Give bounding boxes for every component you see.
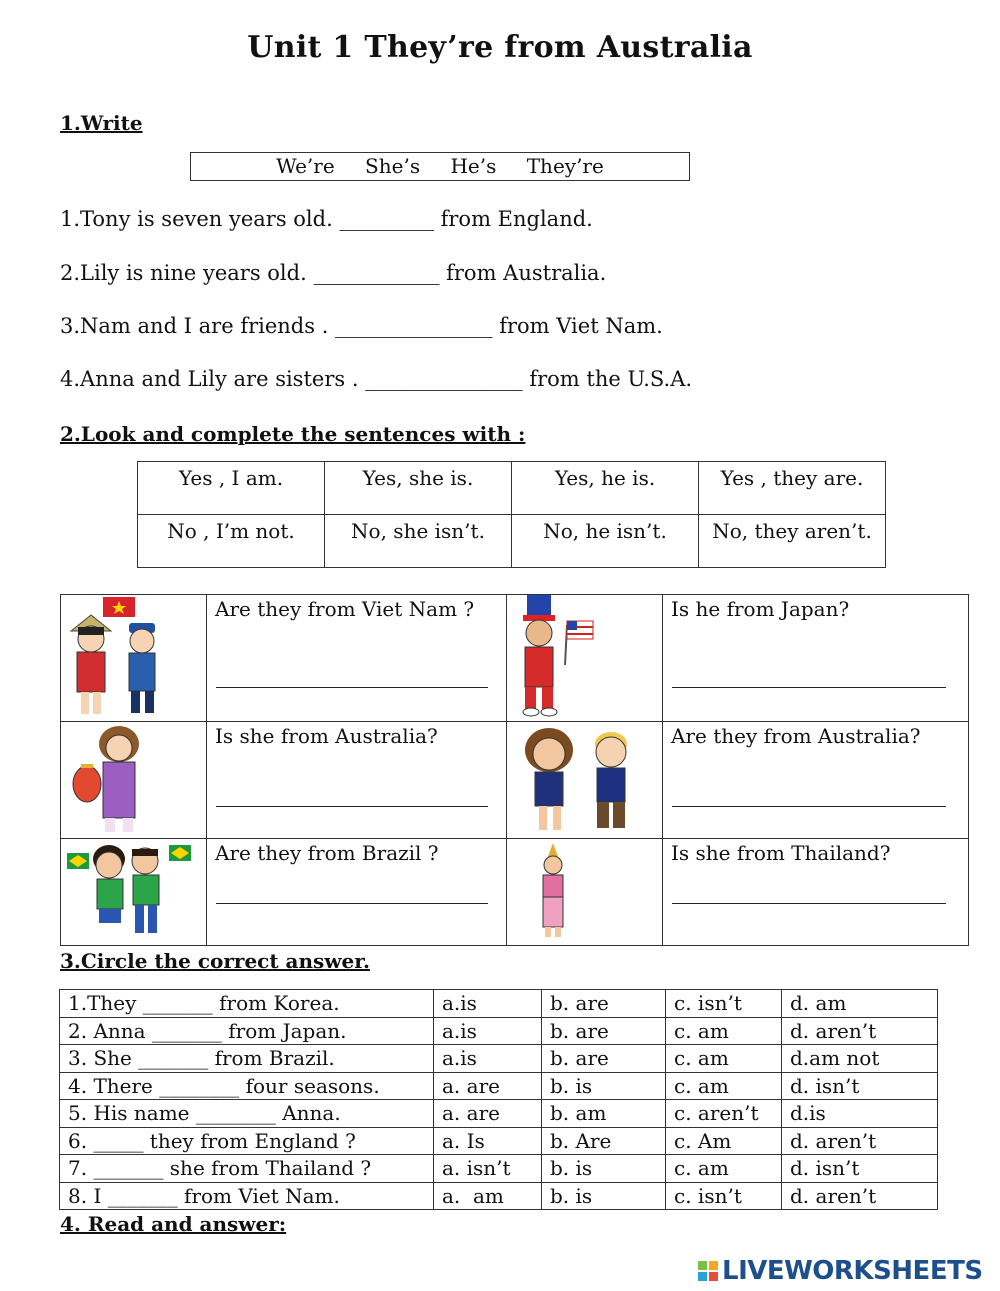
- question-cell: [663, 722, 969, 839]
- write-item-3[interactable]: 3.Nam and I are friends . _______________ from Viet Nam.: [60, 314, 663, 338]
- mc-row: [60, 1072, 938, 1100]
- mc-option[interactable]: d. am: [782, 990, 938, 1018]
- picture-usa-boy: [507, 595, 663, 722]
- answer-option: No, she isn’t.: [325, 515, 512, 568]
- mc-option[interactable]: a.is: [434, 1017, 542, 1045]
- word-bank-item: He’s: [450, 154, 497, 178]
- answer-line[interactable]: [216, 806, 488, 807]
- mc-row: [60, 990, 938, 1018]
- mc-option[interactable]: c. isn’t: [666, 990, 782, 1018]
- question-text: Is he from Japan?: [671, 597, 850, 621]
- picture-australia-kids: [507, 722, 663, 839]
- mc-question: 6. _____ they from England ?: [60, 1127, 434, 1155]
- mc-question: 7. _______ she from Thailand ?: [60, 1155, 434, 1183]
- picture-thai-girl: [507, 839, 663, 946]
- mc-option[interactable]: d. isn’t: [782, 1072, 938, 1100]
- multiple-choice-table: [59, 989, 938, 1210]
- mc-option[interactable]: b. Are: [542, 1127, 666, 1155]
- question-cell: [207, 839, 507, 946]
- picture-question-grid: [60, 594, 969, 946]
- word-bank-item: We’re: [276, 154, 335, 178]
- mc-row: [60, 1155, 938, 1183]
- logo-mark-icon: [698, 1261, 718, 1281]
- answer-option: No, he isn’t.: [512, 515, 699, 568]
- answer-line[interactable]: [672, 903, 946, 904]
- mc-option[interactable]: c. am: [666, 1072, 782, 1100]
- write-item-4[interactable]: 4.Anna and Lily are sisters . _______________ from the U.S.A.: [60, 367, 693, 391]
- answer-options-table: [137, 461, 886, 568]
- mc-option[interactable]: a. are: [434, 1072, 542, 1100]
- question-text: Are they from Viet Nam ?: [215, 597, 475, 621]
- mc-option[interactable]: b. am: [542, 1100, 666, 1128]
- mc-option[interactable]: c. aren’t: [666, 1100, 782, 1128]
- question-text: Is she from Thailand?: [671, 841, 891, 865]
- picture-vietnam-kids: [61, 595, 207, 722]
- picture-girl-lantern: [61, 722, 207, 839]
- answer-line[interactable]: [216, 687, 488, 688]
- answer-option: Yes , they are.: [699, 462, 886, 515]
- mc-option[interactable]: a. are: [434, 1100, 542, 1128]
- mc-option[interactable]: d. aren’t: [782, 1017, 938, 1045]
- mc-option[interactable]: d.am not: [782, 1045, 938, 1073]
- mc-option[interactable]: c. am: [666, 1155, 782, 1183]
- liveworksheets-logo: [698, 1256, 983, 1286]
- answer-line[interactable]: [216, 903, 488, 904]
- mc-option[interactable]: c. am: [666, 1045, 782, 1073]
- mc-option[interactable]: a.is: [434, 990, 542, 1018]
- word-bank-item: They’re: [526, 154, 604, 178]
- mc-option[interactable]: d. aren’t: [782, 1182, 938, 1210]
- answer-option: Yes, he is.: [512, 462, 699, 515]
- write-item-1[interactable]: 1.Tony is seven years old. _________ from England.: [60, 207, 593, 231]
- picture-brazil-kids: [61, 839, 207, 946]
- answer-option: Yes , I am.: [138, 462, 325, 515]
- mc-question: 5. His name ________ Anna.: [60, 1100, 434, 1128]
- mc-option[interactable]: d.is: [782, 1100, 938, 1128]
- mc-option[interactable]: b. are: [542, 1045, 666, 1073]
- mc-question: 2. Anna _______ from Japan.: [60, 1017, 434, 1045]
- mc-option[interactable]: c. isn’t: [666, 1182, 782, 1210]
- question-cell: [207, 722, 507, 839]
- question-cell: [663, 839, 969, 946]
- mc-option[interactable]: d. aren’t: [782, 1127, 938, 1155]
- mc-option[interactable]: b. is: [542, 1072, 666, 1100]
- mc-row: [60, 1127, 938, 1155]
- word-bank: [190, 152, 690, 181]
- question-text: Is she from Australia?: [215, 724, 438, 748]
- mc-option[interactable]: b. are: [542, 990, 666, 1018]
- answer-line[interactable]: [672, 687, 946, 688]
- mc-option[interactable]: a. Is: [434, 1127, 542, 1155]
- answer-option: Yes, she is.: [325, 462, 512, 515]
- mc-option[interactable]: a. isn’t: [434, 1155, 542, 1183]
- mc-option[interactable]: a. am: [434, 1182, 542, 1210]
- section2-heading: 2.Look and complete the sentences with :: [60, 422, 526, 446]
- mc-option[interactable]: d. isn’t: [782, 1155, 938, 1183]
- mc-row: [60, 1017, 938, 1045]
- answer-line[interactable]: [672, 806, 946, 807]
- answer-option: No , I’m not.: [138, 515, 325, 568]
- mc-option[interactable]: a.is: [434, 1045, 542, 1073]
- question-text: Are they from Brazil ?: [215, 841, 439, 865]
- question-cell: [663, 595, 969, 722]
- mc-row: [60, 1045, 938, 1073]
- mc-option[interactable]: b. is: [542, 1155, 666, 1183]
- mc-option[interactable]: c. am: [666, 1017, 782, 1045]
- section4-heading: 4. Read and answer:: [60, 1212, 287, 1236]
- write-item-2[interactable]: 2.Lily is nine years old. ____________ from Australia.: [60, 261, 607, 285]
- worksheet-title: Unit 1 They’re from Australia: [247, 30, 753, 65]
- mc-row: [60, 1100, 938, 1128]
- mc-question: 4. There ________ four seasons.: [60, 1072, 434, 1100]
- mc-option[interactable]: b. are: [542, 1017, 666, 1045]
- word-bank-item: She’s: [365, 154, 421, 178]
- mc-row: [60, 1182, 938, 1210]
- mc-option[interactable]: c. Am: [666, 1127, 782, 1155]
- question-text: Are they from Australia?: [671, 724, 921, 748]
- mc-question: 1.They _______ from Korea.: [60, 990, 434, 1018]
- logo-wordmark: LIVEWORKSHEETS: [722, 1256, 983, 1286]
- section1-heading: 1.Write: [60, 111, 143, 135]
- mc-question: 8. I _______ from Viet Nam.: [60, 1182, 434, 1210]
- question-cell: [207, 595, 507, 722]
- mc-question: 3. She _______ from Brazil.: [60, 1045, 434, 1073]
- section3-heading: 3.Circle the correct answer.: [60, 949, 370, 973]
- answer-option: No, they aren’t.: [699, 515, 886, 568]
- mc-option[interactable]: b. is: [542, 1182, 666, 1210]
